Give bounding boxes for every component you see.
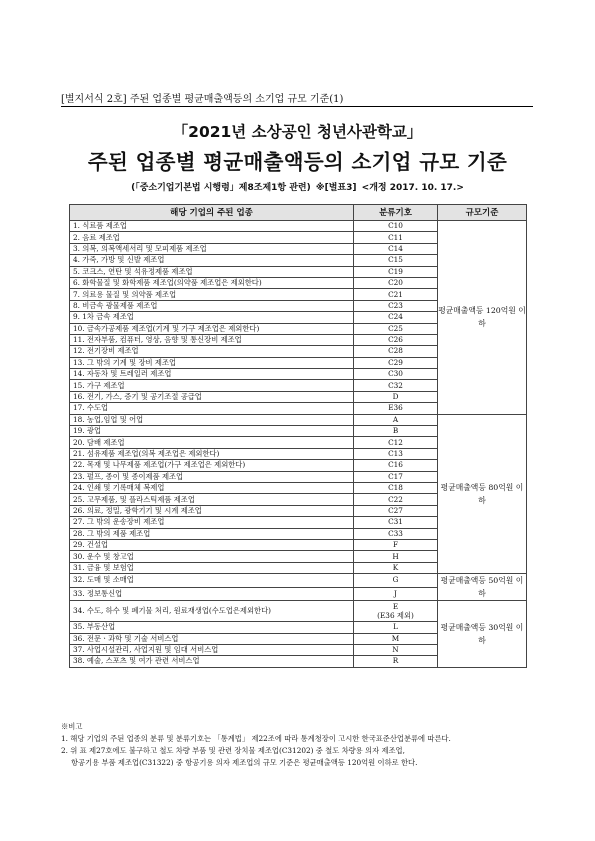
form-label: [별지서식 2호] 주된 업종별 평균매출액등의 소기업 규모 기준(1)	[61, 94, 344, 105]
classification-code-cell: A	[354, 414, 438, 425]
industry-cell: 7. 의료용 물질 및 의약품 제조업	[70, 289, 354, 300]
industry-cell: 29. 건설업	[70, 539, 354, 550]
note-2-line-1: 2. 위 표 제27호에도 불구하고 철도 차량 부품 및 관련 장치물 제조업(C31202) 중 철도 차량용 의자 제조업,	[61, 746, 405, 755]
classification-code-cell: R	[354, 656, 438, 667]
classification-code-cell: C20	[354, 277, 438, 288]
classification-code-cell: C13	[354, 448, 438, 459]
classification-code-cell: C26	[354, 334, 438, 345]
classification-code-cell: C19	[354, 266, 438, 277]
classification-code-cell: C27	[354, 505, 438, 516]
classification-code-cell: C12	[354, 437, 438, 448]
table-row	[70, 601, 527, 622]
scale-criterion-cell: 평균매출액등 80억원 이하	[438, 414, 527, 573]
notes-heading: ※비고	[61, 722, 83, 731]
classification-code-cell: F	[354, 539, 438, 550]
header-divider	[61, 106, 533, 107]
column-header-code: 분류기호	[354, 205, 438, 221]
classification-code-cell: C23	[354, 300, 438, 311]
industry-cell: 10. 금속가공제품 제조업(기계 및 가구 제조업은 제외한다)	[70, 323, 354, 334]
classification-code-cell: C10	[354, 221, 438, 232]
industry-cell: 36. 전문ㆍ과학 및 기술 서비스업	[70, 633, 354, 644]
industry-cell: 2. 음료 제조업	[70, 232, 354, 243]
industry-cell: 28. 그 밖의 제품 제조업	[70, 528, 354, 539]
industry-cell: 30. 운수 및 창고업	[70, 551, 354, 562]
industry-cell: 19. 광업	[70, 426, 354, 437]
classification-code: E	[392, 602, 399, 612]
classification-code-cell	[354, 601, 438, 622]
industry-cell: 14. 자동차 및 트레일러 제조업	[70, 369, 354, 380]
industry-cell: 23. 펄프, 종이 및 종이제품 제조업	[70, 471, 354, 482]
column-header-scale: 규모기준	[438, 205, 527, 221]
size-standard-table	[69, 204, 527, 668]
industry-cell: 6. 화학물질 및 화학제품 제조업(의약품 제조업은 제외한다)	[70, 277, 354, 288]
document-title: 주된 업종별 평균매출액등의 소기업 규모 기준	[87, 150, 508, 174]
scale-criterion-cell: 평균매출액등 120억원 이하	[438, 221, 527, 415]
classification-code-note: (E36 제외)	[377, 611, 414, 621]
industry-cell: 1. 식료품 제조업	[70, 221, 354, 232]
classification-code-cell: C25	[354, 323, 438, 334]
industry-cell: 5. 코크스, 연탄 및 석유정제품 제조업	[70, 266, 354, 277]
classification-code-cell: C28	[354, 346, 438, 357]
table-row	[70, 414, 527, 425]
classification-code-cell: G	[354, 574, 438, 588]
classification-code-cell: J	[354, 587, 438, 601]
industry-cell: 24. 인쇄 및 기록매체 복제업	[70, 482, 354, 493]
industry-cell: 8. 비금속 광물제품 제조업	[70, 300, 354, 311]
industry-cell: 4. 가죽, 가방 및 신발 제조업	[70, 255, 354, 266]
classification-code-cell: D	[354, 391, 438, 402]
column-header-industry: 해당 기업의 주된 업종	[70, 205, 354, 221]
revision-date: <개정 2017. 10. 17.>	[361, 183, 464, 193]
legal-reference: ※[별표3]	[315, 183, 357, 193]
classification-code-cell: L	[354, 622, 438, 633]
classification-code-cell: C11	[354, 232, 438, 243]
legal-basis: (「중소기업기본법 시행령」제8조제1항 관련)	[131, 183, 311, 193]
industry-cell: 17. 수도업	[70, 403, 354, 414]
scale-criterion-cell: 평균매출액등 30억원 이하	[438, 601, 527, 668]
scale-criterion-cell: 평균매출액등 50억원 이하	[438, 574, 527, 601]
industry-cell: 35. 부동산업	[70, 622, 354, 633]
classification-code-cell: C15	[354, 255, 438, 266]
industry-cell: 12. 전기장비 제조업	[70, 346, 354, 357]
industry-cell: 27. 그 밖의 운송장비 제조업	[70, 517, 354, 528]
industry-cell: 38. 예술, 스포츠 및 여가 관련 서비스업	[70, 656, 354, 667]
industry-cell: 34. 수도, 하수 및 폐기물 처리, 원료재생업(수도업은제외한다)	[70, 601, 354, 622]
classification-code-cell: B	[354, 426, 438, 437]
legal-basis-line	[0, 180, 595, 193]
classification-code-cell: N	[354, 644, 438, 655]
classification-code-cell: C30	[354, 369, 438, 380]
industry-cell: 3. 의복, 의복액세서리 및 모피제품 제조업	[70, 243, 354, 254]
industry-cell: 20. 담배 제조업	[70, 437, 354, 448]
industry-cell: 37. 사업시설관리, 사업지원 및 임대 서비스업	[70, 644, 354, 655]
classification-code-cell: C29	[354, 357, 438, 368]
classification-code-cell: C22	[354, 494, 438, 505]
classification-code-cell: C33	[354, 528, 438, 539]
classification-code-cell: M	[354, 633, 438, 644]
classification-code-cell: C24	[354, 312, 438, 323]
industry-cell: 22. 목재 및 나무제품 제조업(가구 제조업은 제외한다)	[70, 460, 354, 471]
classification-code-cell: C14	[354, 243, 438, 254]
classification-code-cell: C18	[354, 482, 438, 493]
program-title: 「2021년 소상공인 청년사관학교」	[172, 123, 423, 141]
classification-code-cell: K	[354, 562, 438, 573]
table-body	[70, 221, 527, 668]
industry-cell: 11. 전자부품, 컴퓨터, 영상, 음향 및 통신장비 제조업	[70, 334, 354, 345]
industry-cell: 32. 도매 및 소매업	[70, 574, 354, 588]
industry-cell: 26. 의료, 정밀, 광학기기 및 시계 제조업	[70, 505, 354, 516]
notes-section	[61, 721, 541, 769]
industry-cell: 9. 1차 금속 제조업	[70, 312, 354, 323]
classification-code-cell: E36	[354, 403, 438, 414]
industry-cell: 18. 농업,임업 및 어업	[70, 414, 354, 425]
note-1: 1. 해당 기업의 주된 업종의 분류 및 분류기호는 「통계법」 제22조에 따라 통계청장이 고시한 한국표준산업분류에 따른다.	[61, 734, 451, 743]
industry-cell: 25. 고무제품, 및 플라스틱제품 제조업	[70, 494, 354, 505]
industry-cell: 31. 금융 및 보험업	[70, 562, 354, 573]
classification-code-cell: C21	[354, 289, 438, 300]
classification-code-cell: H	[354, 551, 438, 562]
classification-code-cell: C31	[354, 517, 438, 528]
table-row	[70, 574, 527, 588]
industry-cell: 13. 그 밖의 기계 및 장비 제조업	[70, 357, 354, 368]
classification-code-cell: C17	[354, 471, 438, 482]
industry-cell: 21. 섬유제품 제조업(의복 제조업은 제외한다)	[70, 448, 354, 459]
classification-code-cell: C32	[354, 380, 438, 391]
industry-cell: 33. 정보통신업	[70, 587, 354, 601]
industry-cell: 16. 전기, 가스, 증기 및 공기조절 공급업	[70, 391, 354, 402]
table-row	[70, 221, 527, 232]
table-header-row	[70, 205, 527, 221]
industry-cell: 15. 가구 제조업	[70, 380, 354, 391]
classification-code-cell: C16	[354, 460, 438, 471]
note-2-line-2: 항공기용 부품 제조업(C31322) 중 항공기용 의자 제조업의 규모 기준은 평균매출액등 120억원 이하로 한다.	[71, 758, 418, 767]
